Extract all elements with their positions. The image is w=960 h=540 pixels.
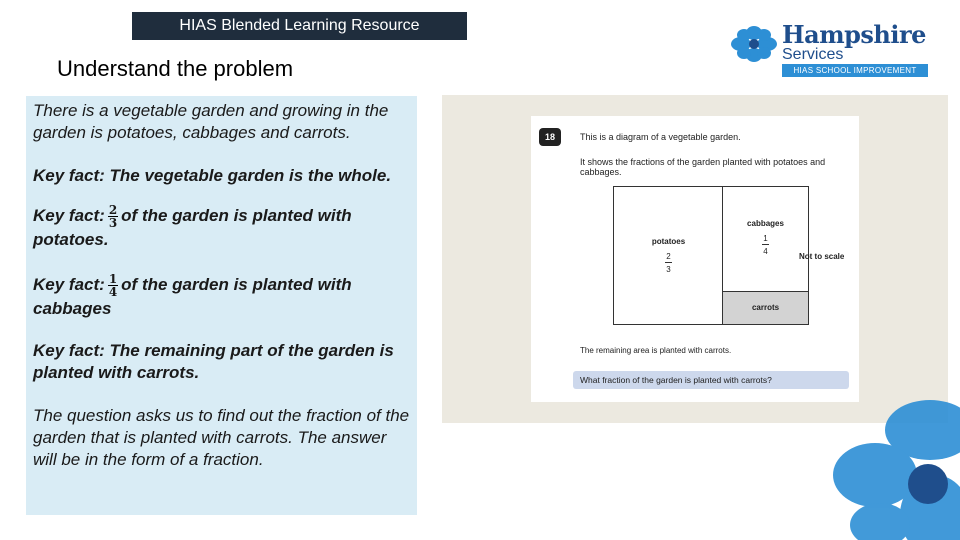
cabbages-label: cabbages [747, 219, 784, 228]
potatoes-label: potatoes [651, 237, 686, 246]
logo-services: Services [782, 46, 844, 63]
question-card [531, 116, 859, 402]
not-to-scale-label: Not to scale [799, 252, 845, 261]
key-fact-potatoes: Key fact: $\frac{2}{3}$ of the garden is planted with potatoes. [33, 203, 352, 249]
question-summary: The question asks us to find out the fraction of the garden that is planted with carrots. The answer will be in the form of a fraction. [33, 406, 410, 469]
key-fact-cabbages: Key fact: $\frac{1}{4}$ of the garden is planted with cabbages [33, 272, 352, 318]
flower-logo-icon [730, 26, 778, 62]
question-line-1: This is a diagram of a vegetable garden. [580, 132, 741, 142]
explanation-panel [26, 96, 417, 515]
hampshire-logo [730, 22, 930, 80]
question-line-3: The remaining area is planted with carrots. [580, 346, 732, 355]
decorative-flower-icon [820, 400, 960, 540]
fraction-two-thirds: $\frac{2}{3}$ [108, 203, 118, 230]
fraction-one-quarter: $\frac{1}{4}$ [108, 272, 118, 299]
key-fact-whole: Key fact: The vegetable garden is the whole. [33, 166, 392, 185]
question-number: 18 [539, 128, 561, 146]
question-line-2: It shows the fractions of the garden planted with potatoes and cabbages. [580, 157, 826, 177]
cabbages-fraction: 1 4 [763, 234, 768, 256]
resource-banner: HIAS Blended Learning Resource [132, 12, 467, 40]
carrots-region [723, 292, 808, 324]
potatoes-fraction: 2 3 [666, 252, 671, 274]
logo-name: Hampshire [782, 20, 926, 49]
key-fact-carrots: Key fact: The remaining part of the garden is planted with carrots. [33, 341, 394, 382]
intro-text: There is a vegetable garden and growing in the garden is potatoes, cabbages and carrots. [33, 101, 389, 142]
logo-strip: HIAS SCHOOL IMPROVEMENT [782, 64, 928, 77]
garden-diagram [613, 186, 809, 325]
carrots-label: carrots [751, 303, 780, 312]
potatoes-region [614, 187, 723, 324]
cabbages-region [723, 187, 808, 292]
page-title: Understand the problem [57, 56, 294, 81]
question-prompt: What fraction of the garden is planted with carrots? [573, 371, 849, 389]
